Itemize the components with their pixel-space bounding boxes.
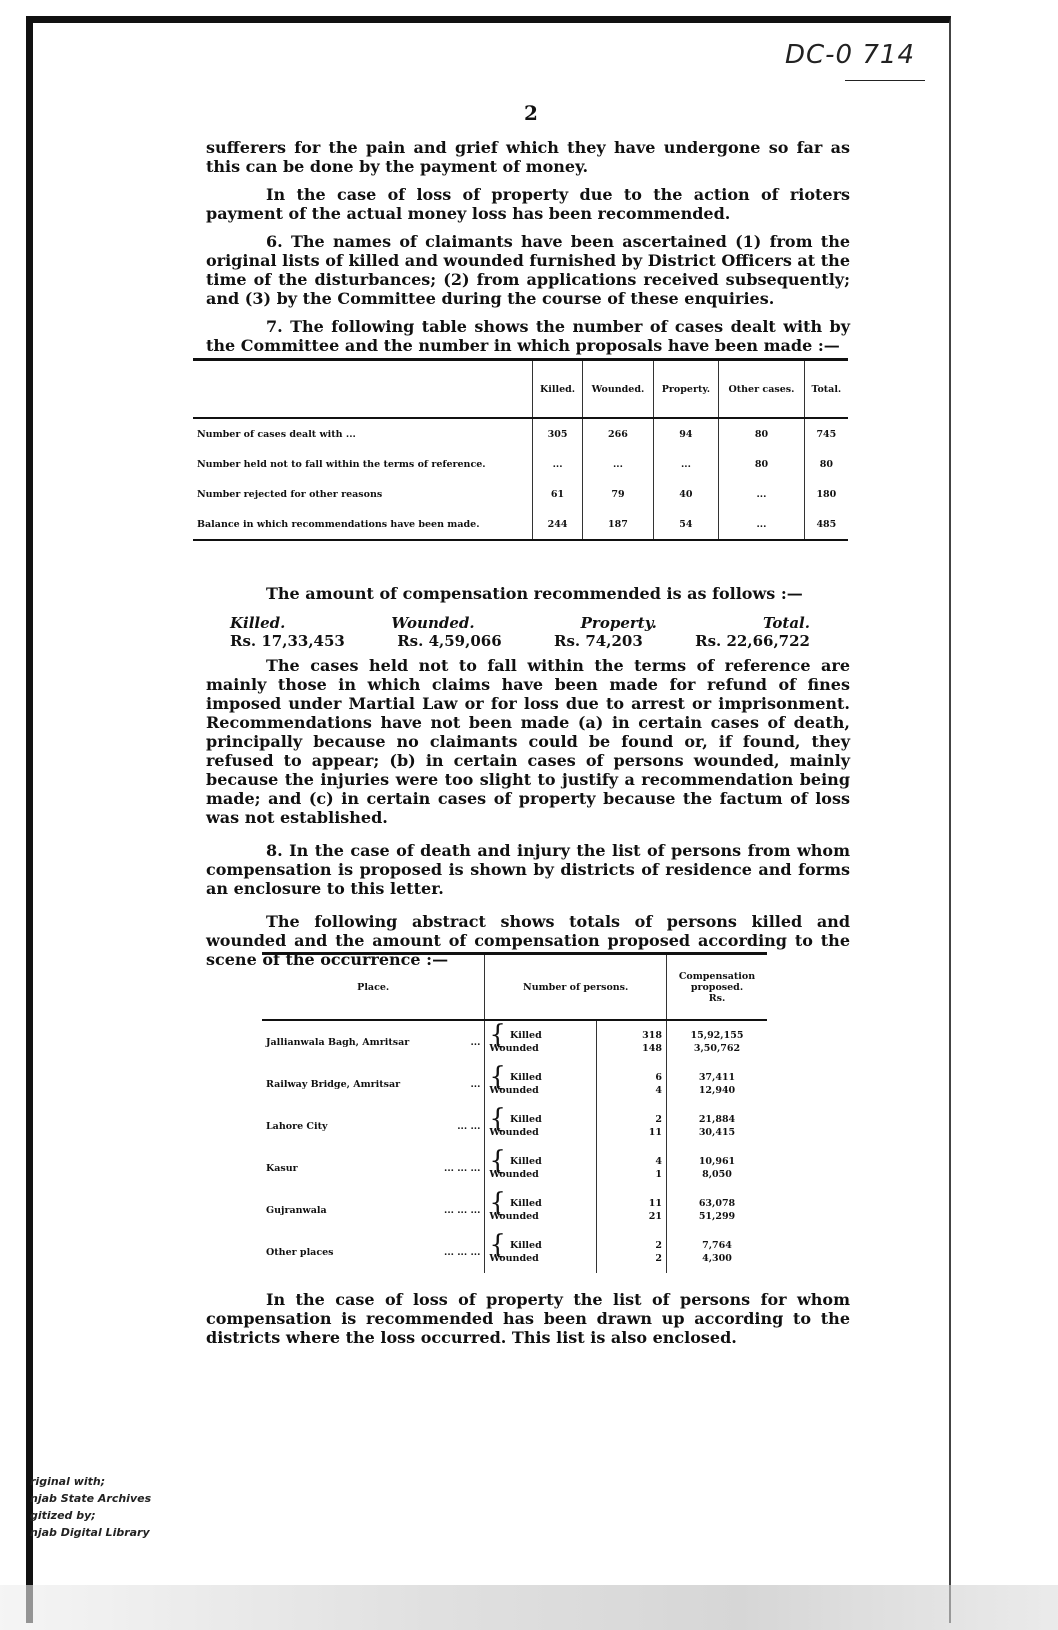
killed-compensation: 7,764 [702,1240,732,1251]
row-label: Number held not to fall within the terms of reference. [197,458,486,470]
col-killed: Killed. [532,360,582,419]
killed-count: 6 [655,1072,662,1083]
amount-label-property: Property. [580,614,657,632]
page-number: 2 [524,101,538,125]
wounded-compensation: 8,050 [702,1169,732,1180]
cell-total: 485 [804,509,848,540]
persons-cell [596,1063,666,1105]
killed-label: Killed [509,1156,542,1167]
place-dots: ... [470,1036,481,1048]
place-name: Kasur [266,1162,298,1174]
paragraph-6: 6. The names of claimants have been ascertained (1) from the original lists of killed and wounded furnished by District Officers at the time of the disturbances; (2) from applications received subsequently; and (3) by the Committee during the course of these enquiries. [206,232,850,308]
cell-wounded: 187 [583,509,653,540]
wounded-compensation: 12,940 [698,1085,736,1096]
place-dots: ... ... [457,1120,481,1132]
table-row [262,1231,767,1273]
amount-label-killed: Killed. [230,614,286,632]
cell-killed: 305 [532,418,582,449]
wounded-count: 2 [655,1253,662,1264]
body-text-middle [206,656,850,978]
place-name: Lahore City [266,1120,328,1132]
body-text-top [206,138,850,364]
paragraph-8: 8. In the case of death and injury the list of persons from whom compensation is proposed is shown by districts of residence and forms an enclosure to this letter. [206,841,850,898]
cell-total: 745 [804,418,848,449]
killed-label: Killed [509,1240,542,1251]
place-cell [262,1147,485,1189]
paragraph-final: In the case of loss of property the list of persons for whom compensation is recommended has been drawn up according to the districts where the loss occurred. This list is also enclosed. [206,1290,850,1347]
place-name: Gujranwala [266,1204,327,1216]
cell-property: ... [653,449,718,479]
table-row [193,479,848,509]
wounded-label: Wounded [489,1169,539,1180]
scan-shadow [0,1585,1058,1630]
killed-compensation: 15,92,155 [690,1030,744,1041]
cases-table-corner [193,360,532,419]
persons-cell [596,1189,666,1231]
wounded-compensation: 4,300 [702,1253,732,1264]
wounded-label: Wounded [489,1043,539,1054]
amount-values [230,632,810,650]
persons-cell [596,1147,666,1189]
brace-icon: { [489,1104,506,1134]
reference-code: DC-0 714 [785,40,915,70]
place-cell [262,1020,485,1063]
place-name: Other places [266,1246,334,1258]
currency-label: Rs. [708,992,726,1004]
wounded-label: Wounded [489,1253,539,1264]
amount-killed: Rs. 17,33,453 [230,632,345,650]
persons-cell [596,1020,666,1063]
wounded-label: Wounded [489,1211,539,1222]
place-dots: ... ... ... [444,1204,481,1216]
cell-total: 180 [804,479,848,509]
col-compensation-label: Compensation proposed. [678,970,756,993]
table-row [193,509,848,540]
cell-wounded: 266 [583,418,653,449]
killed-compensation: 10,961 [698,1156,736,1167]
footer-line: riginal with; [30,1475,106,1488]
killed-count: 4 [655,1156,662,1167]
place-cell [262,1063,485,1105]
table-row [262,1105,767,1147]
wounded-compensation: 3,50,762 [693,1043,741,1054]
paragraph-cases: The cases held not to fall within the terms of reference are mainly those in which claims have been made for refund of fines imposed under Martial Law or for loss due to arrest or imprisonment. Recommendations have not been made (a) in certain cases of death, principally because no claimants could be found or, if found, they refused to appear; (b) in certain cases of persons wounded, mainly because the injuries were too slight to justify a recommendation being made; and (c) in certain cases of property because the factum of loss was not established. [206,656,850,827]
brace-icon: { [489,1188,506,1218]
wounded-count: 1 [655,1169,662,1180]
killed-count: 11 [648,1198,662,1209]
persons-cell [596,1105,666,1147]
place-name: Jallianwala Bagh, Amritsar [266,1036,410,1048]
wounded-count: 21 [648,1211,662,1222]
category-cell [485,1063,596,1105]
table-row [262,1189,767,1231]
amount-intro-block [206,584,850,612]
place-dots: ... ... ... [444,1162,481,1174]
killed-count: 2 [655,1240,662,1251]
col-persons: Number of persons. [485,954,667,1021]
category-cell [485,1020,596,1063]
paragraph-7: 7. The following table shows the number of cases dealt with by the Committee and the number in which proposals have been made :— [206,317,850,355]
category-cell [485,1105,596,1147]
brace-icon: { [489,1062,506,1092]
compensation-cell [666,1147,767,1189]
amount-wounded: Rs. 4,59,066 [397,632,502,650]
amount-intro: The amount of compensation recommended is as follows :— [266,584,803,603]
wounded-count: 4 [655,1085,662,1096]
cell-wounded: 79 [583,479,653,509]
amount-total: Rs. 22,66,722 [695,632,810,650]
killed-compensation: 37,411 [698,1072,736,1083]
amount-label-wounded: Wounded. [391,614,475,632]
place-cell [262,1105,485,1147]
place-dots: ... ... ... [444,1246,481,1258]
killed-count: 318 [642,1030,662,1041]
killed-compensation: 21,884 [698,1114,736,1125]
cell-killed: ... [532,449,582,479]
place-cell [262,1189,485,1231]
table-row [262,1063,767,1105]
archive-footer [30,1473,151,1541]
category-cell [485,1231,596,1273]
compensation-cell [666,1063,767,1105]
footer-line: gitized by; [30,1509,96,1522]
amount-property: Rs. 74,203 [554,632,643,650]
brace-icon: { [489,1020,506,1050]
col-wounded: Wounded. [583,360,653,419]
wounded-count: 148 [642,1043,662,1054]
reference-underline [845,80,925,81]
brace-icon: { [489,1230,506,1260]
footer-line: njab State Archives [30,1492,152,1505]
row-label: Balance in which recommendations have been made. [197,518,480,530]
cell-total: 80 [804,449,848,479]
cases-table [193,358,848,541]
table-row [262,1147,767,1189]
cell-wounded: ... [583,449,653,479]
paragraph-abstract: The following abstract shows totals of persons killed and wounded and the amount of compensation proposed according to the scene of the occurrence :— [206,912,850,969]
wounded-compensation: 30,415 [698,1127,736,1138]
body-text-bottom [206,1290,850,1356]
cell-property: 94 [653,418,718,449]
col-total: Total. [804,360,848,419]
cell-killed: 61 [532,479,582,509]
amount-labels [230,614,810,632]
category-cell [485,1147,596,1189]
table-row [262,1020,767,1063]
cell-property: 54 [653,509,718,540]
cell-killed: 244 [532,509,582,540]
cell-other: ... [719,509,805,540]
killed-count: 2 [655,1114,662,1125]
table-row [193,449,848,479]
row-label: Number rejected for other reasons [197,488,383,500]
col-compensation [666,954,767,1021]
wounded-compensation: 51,299 [698,1211,736,1222]
paragraph-property: In the case of loss of property due to the action of rioters payment of the actual money loss has been recommended. [206,185,850,223]
killed-label: Killed [509,1030,542,1041]
row-label: Number of cases dealt with ... [197,428,356,440]
persons-cell [596,1231,666,1273]
category-cell [485,1189,596,1231]
killed-label: Killed [509,1072,542,1083]
cell-other: 80 [719,418,805,449]
killed-compensation: 63,078 [698,1198,736,1209]
killed-label: Killed [509,1198,542,1209]
footer-line: njab Digital Library [30,1526,150,1539]
compensation-amounts [230,614,810,650]
amount-label-total: Total. [762,614,810,632]
killed-label: Killed [509,1114,542,1125]
cell-property: 40 [653,479,718,509]
compensation-cell [666,1020,767,1063]
compensation-cell [666,1189,767,1231]
col-property: Property. [653,360,718,419]
compensation-cell [666,1105,767,1147]
place-name: Railway Bridge, Amritsar [266,1078,401,1090]
cell-other: ... [719,479,805,509]
col-place: Place. [357,981,390,993]
brace-icon: { [489,1146,506,1176]
paragraph-intro: sufferers for the pain and grief which they have undergone so far as this can be done by the payment of money. [206,138,850,176]
col-other: Other cases. [719,360,805,419]
wounded-label: Wounded [489,1085,539,1096]
table-row [193,418,848,449]
place-cell [262,1231,485,1273]
wounded-label: Wounded [489,1127,539,1138]
abstract-table [262,952,767,1273]
cell-other: 80 [719,449,805,479]
place-dots: ... [470,1078,481,1090]
compensation-cell [666,1231,767,1273]
wounded-count: 11 [648,1127,662,1138]
